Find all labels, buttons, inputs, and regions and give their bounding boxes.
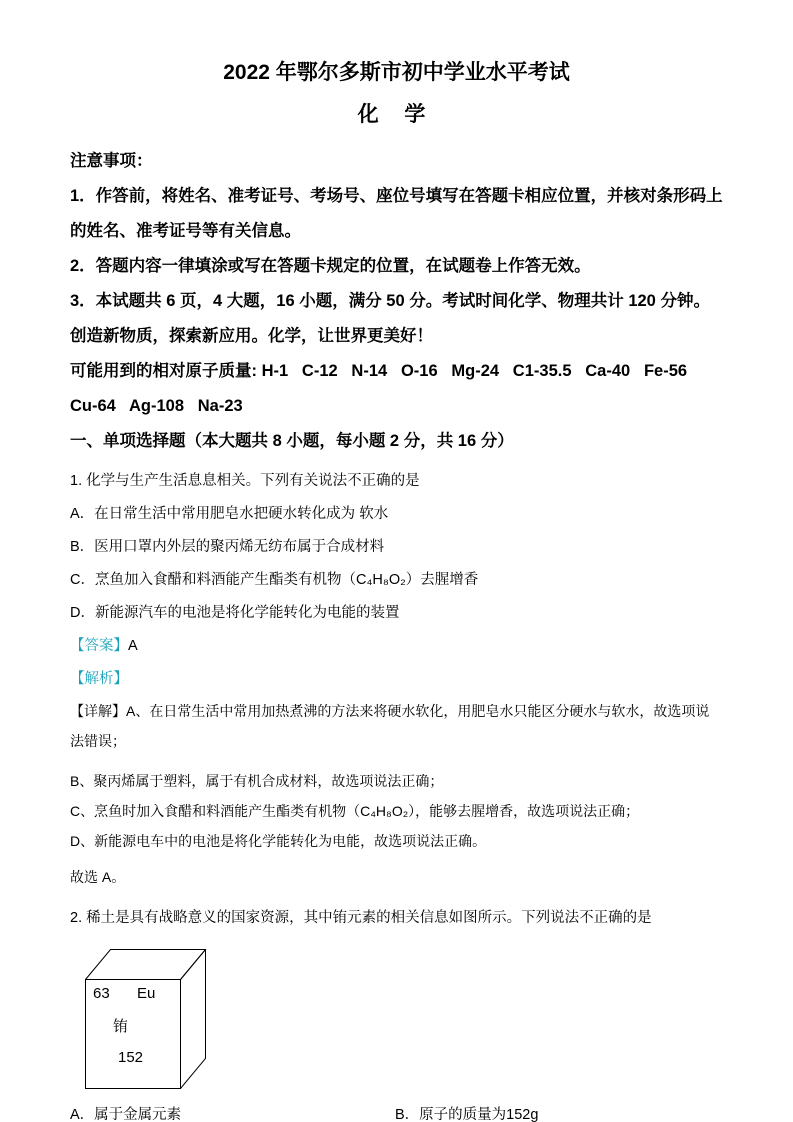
notice-item-3: 3．本试题共 6 页，4 大题，16 小题，满分 50 分。考试时间化学、物理共计 120 分钟。 bbox=[70, 292, 710, 310]
q1-option-a: A．在日常生活中常用肥皂水把硬水转化成为 软水 bbox=[70, 506, 389, 522]
notice-item-1: 1．作答前，将姓名、准考证号、考场号、座位号填写在答题卡相应位置，并核对条形码上的姓名、准考证号等有关信息。 bbox=[70, 187, 723, 240]
notice-item-2: 2．答题内容一律填涂或写在答题卡规定的位置，在试题卷上作答无效。 bbox=[70, 257, 591, 275]
exam-subject: 化 学 bbox=[357, 103, 436, 126]
q1-detail-b: B、聚丙烯属于塑料，属于有机合成材料，故选项说法正确； bbox=[70, 773, 444, 789]
q1-answer-line bbox=[70, 630, 723, 663]
section1-heading: 一、单项选择题（本大题共 8 小题，每小题 2 分，共 16 分） bbox=[70, 432, 514, 450]
q2-options-row bbox=[70, 1099, 723, 1122]
answer-value: A bbox=[128, 638, 138, 654]
q2-option-b: B．原子的质量为152g bbox=[395, 1107, 539, 1122]
q1-stem: 1. 化学与生产生活息息相关。下列有关说法不正确的是 bbox=[70, 473, 420, 489]
atomic-masses-line-2: Cu-64 Ag-108 Na-23 bbox=[70, 397, 243, 415]
exam-title: 2022 年鄂尔多斯市初中学业水平考试 bbox=[223, 61, 570, 84]
q1-conclusion: 故选 A。 bbox=[70, 869, 126, 885]
q1-detail-d: D、新能源电车中的电池是将化学能转化为电能，故选项说法正确。 bbox=[70, 833, 487, 849]
detail-a-text: A、在日常生活中常用加热煮沸的方法来将硬水软化，用肥皂水只能区分硬水与软水，故选项说法错误； bbox=[70, 703, 710, 749]
notice-slogan: 创造新物质，探索新应用。化学，让世界更美好！ bbox=[70, 327, 433, 345]
element-mass: 152 bbox=[118, 1049, 144, 1066]
element-cube-diagram bbox=[85, 949, 210, 1089]
q1-option-c: C．烹鱼加入食醋和料酒能产生酯类有机物（C₄H₈O₂）去腥增香 bbox=[70, 572, 479, 588]
atomic-masses-line-1: 可能用到的相对原子质量: H-1 C-12 N-14 O-16 Mg-24 C1-35.5 Ca-40 Fe-56 bbox=[70, 362, 688, 380]
q2-stem: 2. 稀土是具有战略意义的国家资源，其中铕元素的相关信息如图所示。下列说法不正确的是 bbox=[70, 910, 652, 926]
q1-option-b: B．医用口罩内外层的聚丙烯无纺布属于合成材料 bbox=[70, 539, 385, 555]
answer-label: 【答案】 bbox=[70, 638, 128, 654]
q1-analysis-line bbox=[70, 663, 723, 696]
q2-option-a: A．属于金属元素 bbox=[70, 1107, 182, 1122]
analysis-label: 【解析】 bbox=[70, 671, 128, 687]
cube-outline bbox=[85, 949, 210, 1089]
detail-label: 【详解】 bbox=[70, 703, 126, 719]
q1-detail-c: C、烹鱼时加入食醋和料酒能产生酯类有机物（C₄H₈O₂），能够去腥增香，故选项说法正确； bbox=[70, 803, 640, 819]
element-atomic-number: 63 bbox=[93, 985, 110, 1002]
q1-detail-a bbox=[70, 696, 723, 756]
element-symbol: Eu bbox=[137, 985, 156, 1002]
q1-option-d: D．新能源汽车的电池是将化学能转化为电能的装置 bbox=[70, 605, 400, 621]
notice-heading: 注意事项： bbox=[70, 152, 153, 170]
element-name: 铕 bbox=[113, 1018, 129, 1035]
